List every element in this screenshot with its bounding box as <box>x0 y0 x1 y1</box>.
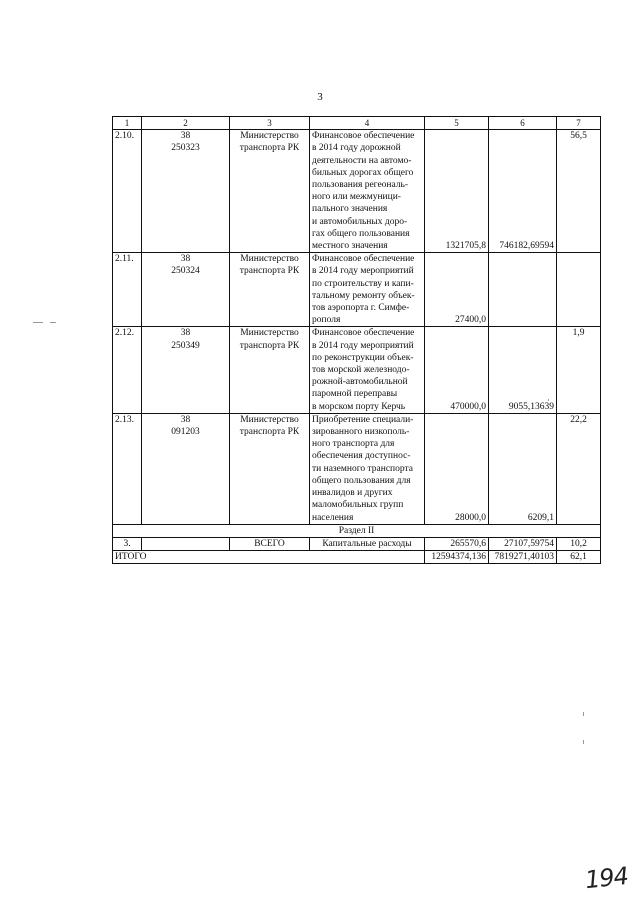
grand-total-row <box>113 551 601 564</box>
row-number: 2.12. <box>113 327 142 413</box>
percent-value: 56,5 <box>557 130 601 253</box>
budget-code: 38 250324 <box>142 253 230 327</box>
table-row <box>113 413 601 524</box>
percent-value <box>557 253 601 327</box>
planned-amount: 470000,0 <box>425 327 489 413</box>
scan-speck <box>33 322 43 323</box>
column-header: 4 <box>310 117 425 130</box>
percent-value: 1,9 <box>557 327 601 413</box>
planned-amount: 27400,0 <box>425 253 489 327</box>
budget-table <box>112 116 601 564</box>
column-header: 1 <box>113 117 142 130</box>
table-row <box>113 327 601 413</box>
planned-amount: 265570,6 <box>425 537 489 550</box>
actual-amount: 746182,69594 <box>489 130 557 253</box>
ministry-name: Министерство транспорта РК <box>230 413 310 524</box>
total-label: ВСЕГО <box>230 537 310 550</box>
ministry-name: Министерство транспорта РК <box>230 253 310 327</box>
column-header: 5 <box>425 117 489 130</box>
actual-amount: 9055,13639 <box>489 327 557 413</box>
capital-row <box>113 537 601 550</box>
row-number: 3. <box>113 537 142 550</box>
scan-speck <box>583 740 584 744</box>
expense-description: Финансовое обеспечение в 2014 году мероприятий по реконструкции объек- тов морской железнодо- рожной-автомобильной паромной переправы в морском порту Керчь <box>310 327 425 413</box>
planned-amount: 12594374,136 <box>425 551 489 564</box>
percent-value: 22,2 <box>557 413 601 524</box>
column-header: 7 <box>557 117 601 130</box>
planned-amount: 1321705,8 <box>425 130 489 253</box>
row-number: 2.13. <box>113 413 142 524</box>
handwritten-page-number: 194 <box>583 861 630 895</box>
actual-amount: 27107,59754 <box>489 537 557 550</box>
section-row <box>113 524 601 537</box>
scan-speck <box>50 322 56 323</box>
row-number: 2.10. <box>113 130 142 253</box>
table-row <box>113 130 601 253</box>
column-header: 3 <box>230 117 310 130</box>
scan-speck <box>583 712 584 716</box>
grand-total-label: ИТОГО <box>113 551 425 564</box>
section-label: Раздел II <box>113 524 601 537</box>
budget-code: 38 091203 <box>142 413 230 524</box>
ministry-name: Министерство транспорта РК <box>230 327 310 413</box>
scan-speck <box>548 399 549 401</box>
expense-description: Приобретение специали- зированного низкополь- ного транспорта для обеспечения доступнос- ти наземного транспорта общего пользования для инвалидов и других маломобильных групп населения <box>310 413 425 524</box>
table-row <box>113 253 601 327</box>
capital-expenses-label: Капитальные расходы <box>310 537 425 550</box>
percent-value: 10,2 <box>557 537 601 550</box>
column-header: 6 <box>489 117 557 130</box>
actual-amount: 7819271,40103 <box>489 551 557 564</box>
expense-description: Финансовое обеспечение в 2014 году дорожной деятельности на автомо- бильных дорогах общего пользования регеональ- ного или межмуници- пального значения и автомобильных доро- гах общего пользования местного значения <box>310 130 425 253</box>
actual-amount <box>489 253 557 327</box>
header-row <box>113 117 601 130</box>
row-number: 2.11. <box>113 253 142 327</box>
ministry-name: Министерство транспорта РК <box>230 130 310 253</box>
budget-code: 38 250349 <box>142 327 230 413</box>
page-number: 3 <box>317 91 323 103</box>
percent-value: 62,1 <box>557 551 601 564</box>
budget-code: 38 250323 <box>142 130 230 253</box>
actual-amount: 6209,1 <box>489 413 557 524</box>
column-header: 2 <box>142 117 230 130</box>
planned-amount: 28000,0 <box>425 413 489 524</box>
expense-description: Финансовое обеспечение в 2014 году мероприятий по строительству и капи- тальному ремонту объек- тов аэропорта г. Симфе- рополя <box>310 253 425 327</box>
